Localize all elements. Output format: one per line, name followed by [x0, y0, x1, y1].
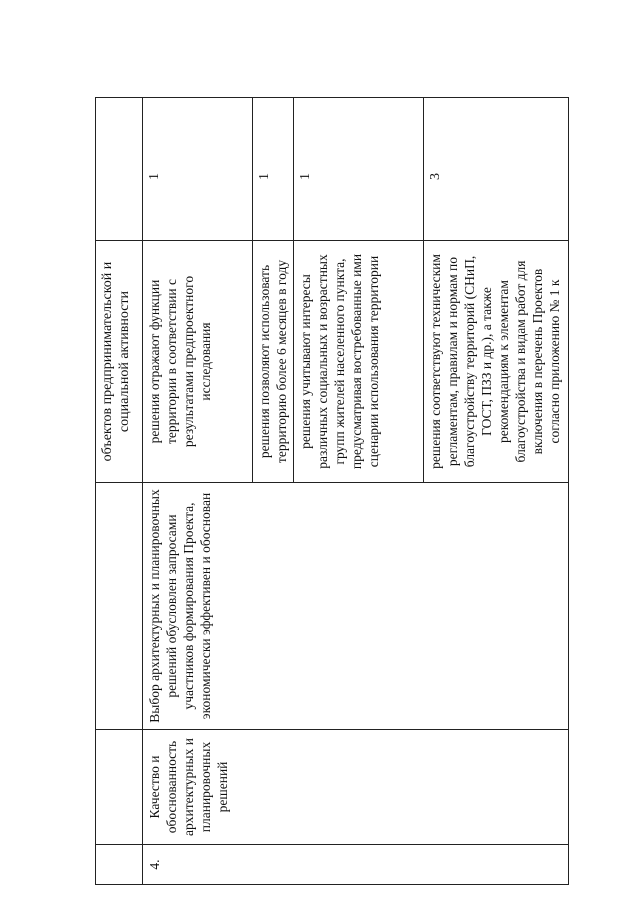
option-score-cell: 3	[424, 98, 569, 241]
option-text-cell: решения отражают функции территории в соответствии с результатами предпроектного исследования	[143, 241, 253, 483]
criterion-cell: Качество и обоснованность архитектурных и планировочных решений	[143, 730, 569, 845]
criteria-table	[95, 97, 569, 885]
row-number-cell: 4.	[143, 845, 569, 885]
option-text-cell: решения учитывают интересы различных социальных и возрастных групп жителей населенного пункта, предусматривая востребованные ими сценарии использования территории	[294, 241, 424, 483]
option-score-cell: 1	[143, 98, 253, 241]
header-continuation-cell: объектов предпринимательской и социальной активности	[96, 241, 143, 483]
table-row	[143, 98, 253, 885]
table-row	[96, 98, 143, 885]
option-text-cell: решения соответствуют техническим регламентам, правилам и нормам по благоустройству территорий (СНиП, ГОСТ, ПЗЗ и др.), а также рекомендациям к элементам благоустройства и видам работ для включения в перечень Проектов согласно приложению № 1 к	[424, 241, 569, 483]
rotated-table-wrapper	[95, 98, 565, 885]
option-score-cell: 1	[253, 98, 294, 241]
option-score-cell: 1	[294, 98, 424, 241]
indicator-cell: Выбор архитектурных и планировочных решений обусловлен запросами участников формирования Проекта, экономически эффективен и обоснован	[143, 483, 569, 730]
option-text-cell: решения позволяют использовать территорию более 6 месяцев в году	[253, 241, 294, 483]
